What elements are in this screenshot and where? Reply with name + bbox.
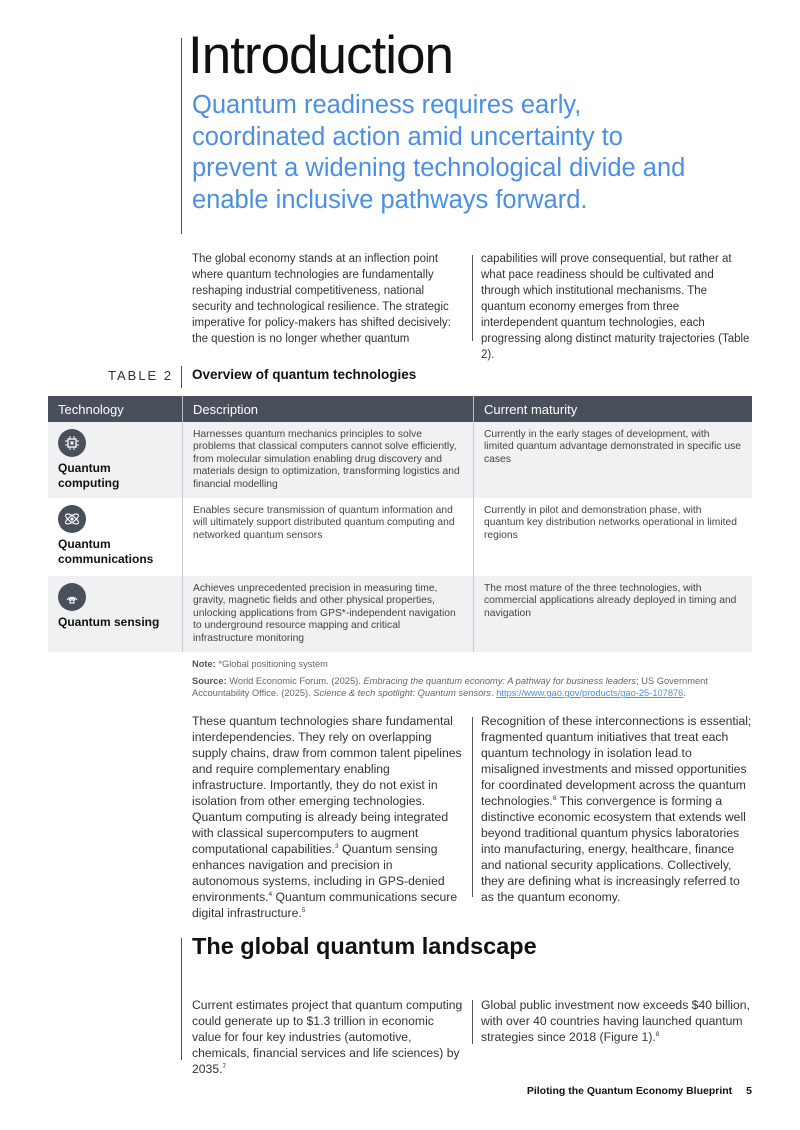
section-heading: The global quantum landscape	[192, 933, 537, 959]
source-label: Source:	[192, 675, 227, 686]
header-description: Description	[183, 396, 474, 422]
note-text: *Global positioning system	[218, 659, 328, 669]
paragraph-text: This convergence is forming a distinctive economic ecosystem that extends well beyond traditional quantum physics laboratories into manufacturing, energy, healthcare, finance and national security applications. Collectively, they are defining what is increasingly referred to as the quantum economy.	[481, 794, 746, 904]
source-text: World Economic Forum. (2025).	[229, 675, 361, 686]
table-title: Overview of quantum technologies	[192, 367, 417, 382]
page-title: Introduction	[188, 26, 453, 85]
page-footer	[527, 1085, 752, 1097]
body-text	[192, 713, 752, 921]
footnote-ref: 3	[334, 842, 339, 850]
technology-name: Quantum sensing	[58, 615, 160, 630]
maturity-cell: Currently in the early stages of development, with limited quantum advantage demonstrated in specific use cases	[474, 422, 753, 498]
table-row	[48, 498, 752, 576]
paragraph-text: Quantum sensing enhances navigation and precision in autonomous systems, including in GPS-denied environments.	[192, 842, 445, 904]
table-source	[192, 675, 752, 700]
technology-cell	[48, 422, 183, 498]
source-title: Science & tech spotlight: Quantum sensors	[313, 688, 492, 698]
body-left-column	[192, 713, 463, 921]
technology-name: Quantum computing	[58, 461, 120, 490]
title-rule	[181, 38, 182, 234]
footnote-ref: 4	[268, 890, 273, 898]
chip-icon	[58, 429, 86, 457]
table-row	[48, 576, 752, 652]
table-label: TABLE 2	[108, 368, 174, 383]
footnote-ref: 7	[222, 1062, 227, 1070]
description-cell: Achieves unprecedented precision in measuring time, gravity, magnetic fields and other physical properties, unlocking applications from GPS*-independent navigation to underground resource mapping and critical infrastructure monitoring	[183, 576, 474, 652]
paragraph-text: Global public investment now exceeds $40 billion, with over 40 countries having launched quantum strategies since 2018 (Figure 1).	[481, 998, 750, 1044]
table-notes	[192, 658, 752, 700]
atom-icon	[58, 505, 86, 533]
sensor-icon	[58, 583, 86, 611]
source-text: .	[491, 688, 494, 698]
technology-table	[48, 396, 752, 652]
maturity-cell: Currently in pilot and demonstration phase, with quantum key distribution networks operational in limited regions	[474, 498, 753, 576]
table-label-rule	[181, 366, 182, 388]
paragraph-text: These quantum technologies share fundamental interdependencies. They rely on overlapping supply chains, draw from common talent pipelines and require complementary enabling infrastructure. Importantly, they do not exist in isolation from other emerging technologies. Quantum computing is already being integrated with classical supercomputers to augment computational capabilities.	[192, 714, 462, 856]
section-left-column	[192, 997, 463, 1077]
maturity-cell: The most mature of the three technologies, with commercial applications already deployed in timing and navigation	[474, 576, 753, 652]
source-text: .	[683, 688, 686, 698]
footnote-ref: 6	[552, 794, 557, 802]
table-row	[48, 422, 752, 498]
body-right-column	[481, 713, 752, 921]
paragraph-text: Current estimates project that quantum computing could generate up to $1.3 trillion in economic value for four key industries (automotive, chemicals, financial services and life sciences) by 2035.	[192, 998, 463, 1076]
section-right-column	[481, 997, 752, 1077]
section-rule	[181, 938, 182, 1060]
footnote-ref: 8	[655, 1030, 660, 1038]
description-cell: Enables secure transmission of quantum information and will ultimately support distributed quantum computing and networked quantum sensors	[183, 498, 474, 576]
table-note	[192, 658, 752, 671]
source-text: ; US Government Accountability Office. (2025).	[192, 675, 708, 698]
technology-cell	[48, 576, 183, 652]
source-link[interactable]: https://www.gao.gov/products/gao-25-107876	[496, 688, 684, 698]
header-technology: Technology	[48, 396, 183, 422]
source-title: Embracing the quantum economy: A pathway for business leaders	[363, 675, 637, 686]
footnote-ref: 5	[301, 906, 306, 914]
paragraph-text: Recognition of these interconnections is essential; fragmented quantum initiatives that treat each quantum technology in isolation lead to misaligned investments and missed opportunities for coordinated development across the quantum technologies.	[481, 714, 752, 808]
technology-name: Quantum communications	[58, 537, 154, 567]
technology-cell	[48, 498, 183, 576]
table-header-row	[48, 396, 752, 422]
note-label: Note:	[192, 659, 216, 669]
intro-left-column: The global economy stands at an inflection point where quantum technologies are fundamentally reshaping industrial competitiveness, national security and technological resilience. The strategic imperative for policy-makers has shifted decisively: the question is no longer whether quantum	[192, 253, 451, 345]
description-cell: Harnesses quantum mechanics principles to solve problems that classical computers cannot solve efficiently, from molecular simulation enabling drug discovery and materials design to optimization, transforming logistics and financial modelling	[183, 422, 474, 498]
footer-title: Piloting the Quantum Economy Blueprint	[526, 1085, 733, 1097]
section-text	[192, 997, 752, 1077]
paragraph-text: Quantum communications secure digital infrastructure.	[192, 890, 458, 920]
header-maturity: Current maturity	[474, 396, 753, 422]
intro-text	[192, 251, 752, 363]
page-subtitle: Quantum readiness requires early, coordinated action amid uncertainty to prevent a widening technological divide and enable inclusive pathways forward.	[192, 91, 686, 214]
page-number: 5	[746, 1085, 752, 1097]
intro-right-column: capabilities will prove consequential, but rather at what pace readiness should be cultivated and through which institutional mechanisms. The quantum economy emerges from three interdependent quantum technologies, each progressing along distinct maturity trajectories (Table 2).	[481, 253, 750, 361]
